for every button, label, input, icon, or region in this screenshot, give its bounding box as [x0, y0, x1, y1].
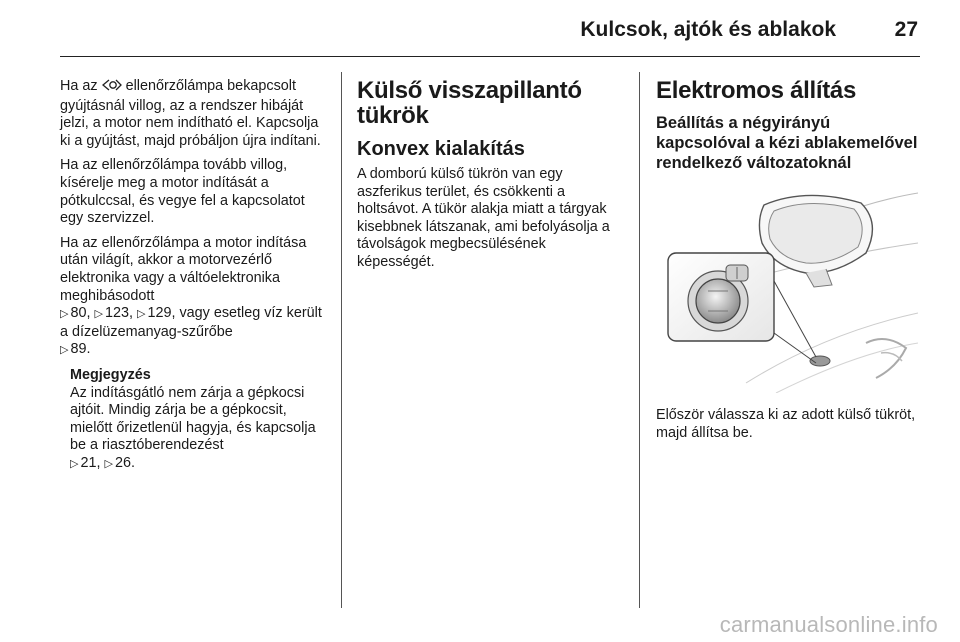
note-title: Megjegyzés: [70, 366, 151, 383]
page-ref-icon: ▷: [60, 308, 69, 321]
header-rule: [60, 56, 920, 57]
page-ref-icon: ▷: [60, 344, 69, 357]
chapter-title: Kulcsok, ajtók és ablakok: [580, 18, 836, 41]
paragraph-spare-key: Ha az ellenőrzőlámpa tovább villog, kísérelje meg a motor indítását a pótkulccsal, és vegye fel a kapcsolatot egy szervizzel.: [60, 157, 305, 227]
immobiliser-warning-icon: [102, 78, 122, 98]
section-heading: Elektromos állítás: [656, 77, 857, 104]
column-3: [656, 78, 920, 449]
watermark: carmanualsonline.info: [719, 612, 938, 637]
text: Ha az: [60, 78, 102, 94]
page-ref-link[interactable]: 129, vagy esetleg víz került a dízelüzemanyag-szűrőbe: [60, 305, 322, 340]
page-ref-link[interactable]: 80,: [70, 305, 91, 322]
paragraph-convex: A domború külső tükrön van egy aszferikus terület, és csökkenti a holtsávot. A tükör alakja miatt a tárgyak kisebbnek látszanak, ami befolyásolja a távolságok megbecsülésének képességét.: [357, 166, 610, 270]
subsection-heading: Konvex kialakítás: [357, 138, 525, 160]
note-text: Az indításgátló nem zárja a gépkocsi ajtóit. Mindig zárja be a gépkocsit, mielőtt őrizetlenül hagyja, és kapcsolja be a riasztóberendezést: [70, 384, 316, 454]
page-ref-link[interactable]: 89.: [70, 341, 91, 358]
page-ref-link[interactable]: 21,: [80, 454, 101, 471]
page-header: [60, 14, 920, 54]
page-ref-icon: ▷: [70, 457, 79, 470]
column-divider-1: [341, 72, 342, 608]
mirror-switch-illustration: [656, 183, 918, 393]
column-2: [357, 78, 615, 279]
paragraph-select-mirror: Először válassza ki az adott külső tükröt, majd állítsa be.: [656, 407, 916, 441]
page-ref-icon: ▷: [94, 308, 103, 321]
text: ellenőrzőlámpa bekapcsolt gyújtásnál villog, az a rendszer hibáját jelzi, a motor nem indítható el. Kapcsolja ki a gyújtást, majd próbáljon újra indítani.: [60, 78, 321, 149]
page-ref-link[interactable]: 123,: [104, 305, 133, 322]
subsection-heading: Beállítás a négyirányú kapcsolóval a kézi ablakemelővel rendelkező változatoknál: [656, 114, 918, 172]
page-number: 27: [894, 18, 918, 41]
page-ref-icon: ▷: [136, 308, 146, 321]
column-1: [60, 78, 328, 473]
column-divider-2: [639, 72, 640, 608]
page-ref-icon: ▷: [104, 457, 113, 470]
note-box: [70, 367, 328, 474]
paragraph-immobiliser-flash: [60, 78, 328, 150]
section-heading: Külső visszapillantó tükrök: [357, 77, 582, 129]
paragraph-engine-electronics: [60, 235, 328, 360]
text: Ha az ellenőrzőlámpa a motor indítása után világít, akkor a motorvezérlő elektronika vagy a váltóelektronika meghibásodott: [60, 234, 307, 304]
page-ref-link[interactable]: 26.: [114, 454, 135, 471]
